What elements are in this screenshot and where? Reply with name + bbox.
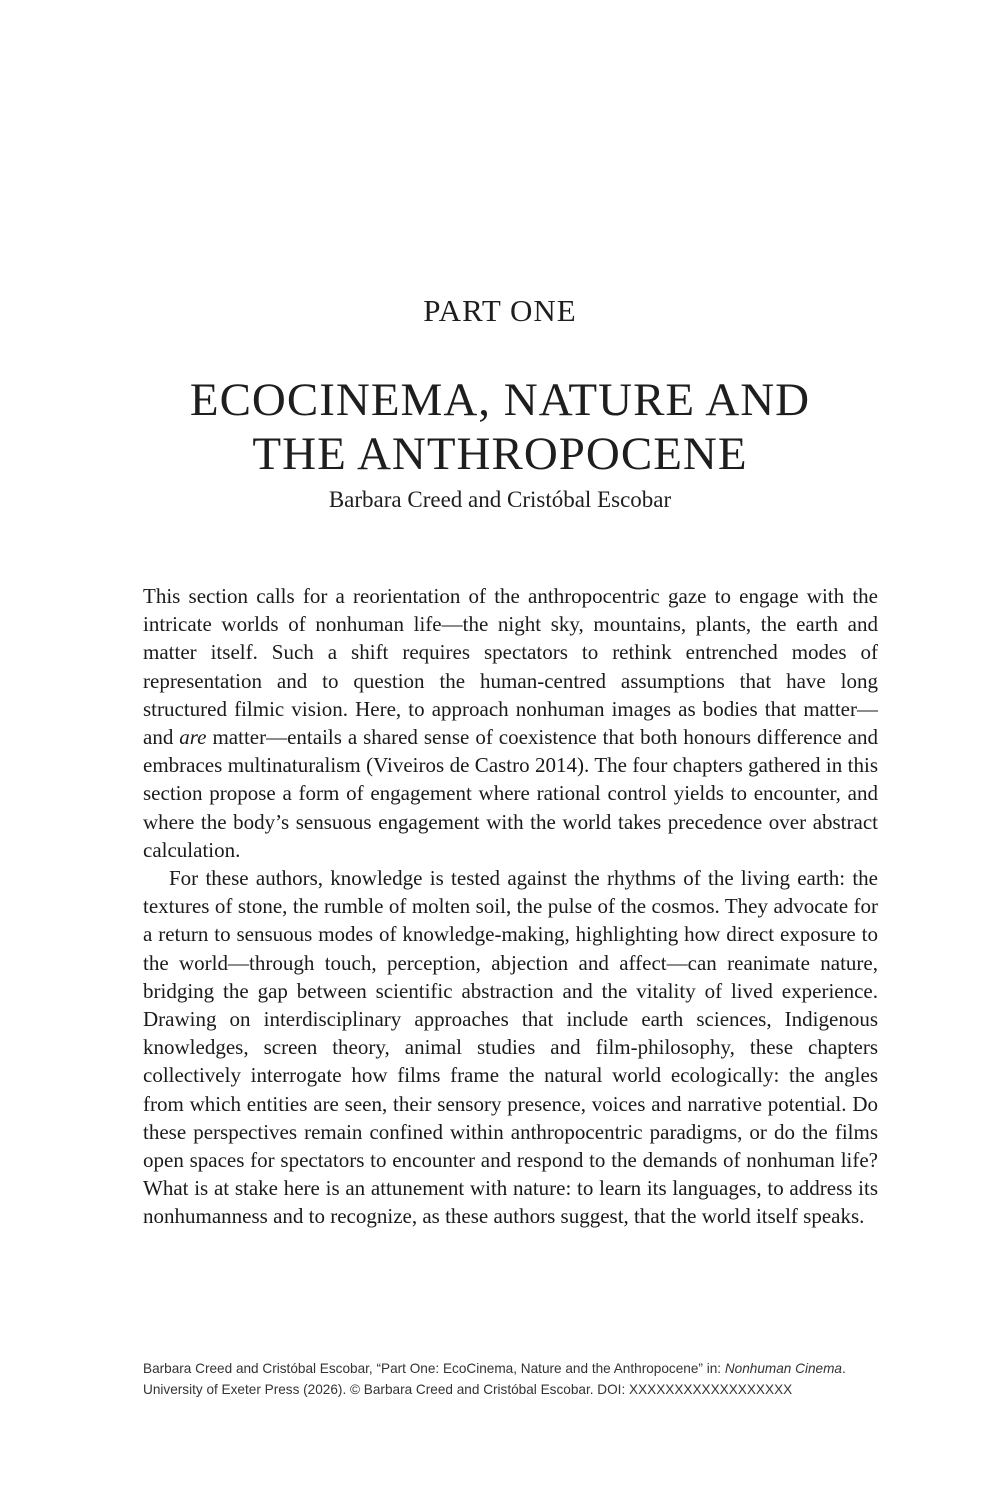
section-title-line-2: THE ANTHROPOCENE bbox=[252, 428, 748, 480]
part-label: PART ONE bbox=[423, 293, 577, 328]
citation-footer bbox=[143, 1358, 883, 1400]
citation-book-title: Nonhuman Cinema bbox=[724, 1361, 842, 1376]
citation-part-b: . University of Exeter Press (2026). © Barbara Creed and Cristóbal Escobar. DOI: XXXXXXXXXXXXXXXXXX bbox=[143, 1361, 846, 1397]
section-title-line-1: ECOCINEMA, NATURE AND bbox=[189, 374, 811, 426]
paragraph-1 bbox=[143, 582, 878, 864]
paragraph-1-part-a: This section calls for a reorientation of the anthropocentric gaze to engage with the intricate worlds of nonhuman life—the night sky, mountains, plants, the earth and matter itself. Such a shift requires spectators to rethink entrenched modes of representation and to question the human-centred assumptions that have long structured filmic vision. Here, to approach nonhuman images as bodies that matter—and bbox=[143, 584, 878, 750]
paragraph-2: For these authors, knowledge is tested against the rhythms of the living earth: the textures of stone, the rumble of molten soil, the pulse of the cosmos. They advocate for a return to sensuous modes of knowledge-making, highlighting how direct exposure to the world—through touch, perception, abjection and affect—can reanimate nature, bridging the gap between scientific abstraction and the vitality of lived experience. Drawing on interdisciplinary approaches that include earth sciences, Indigenous knowledges, screen theory, animal studies and film-philosophy, these chapters collectively interrogate how films frame the natural world ecologically: the angles from which entities are seen, their sensory presence, voices and narrative potential. Do these perspectives remain confined within anthropocentric paradigms, or do the films open spaces for spectators to encounter and respond to the demands of nonhuman life? What is at stake here is an attunement with nature: to learn its languages, to address its nonhumanness and to recognize, as these authors suggest, that the world itself speaks. bbox=[143, 866, 878, 1229]
body-text bbox=[143, 582, 878, 1231]
section-title bbox=[0, 373, 1000, 481]
paragraph-1-part-b: matter—entails a shared sense of coexistence that both honours difference and embraces multinaturalism (Viveiros de Castro 2014). The four chapters gathered in this section propose a form of engagement where rational control yields to encounter, and where the body’s sensuous engagement with the world takes precedence over abstract calculation. bbox=[143, 725, 878, 862]
emphasis-are: are bbox=[179, 725, 207, 750]
authors-byline: Barbara Creed and Cristóbal Escobar bbox=[328, 487, 672, 512]
citation-part-a: Barbara Creed and Cristóbal Escobar, “Part One: EcoCinema, Nature and the Anthropocene” in: bbox=[143, 1361, 725, 1376]
